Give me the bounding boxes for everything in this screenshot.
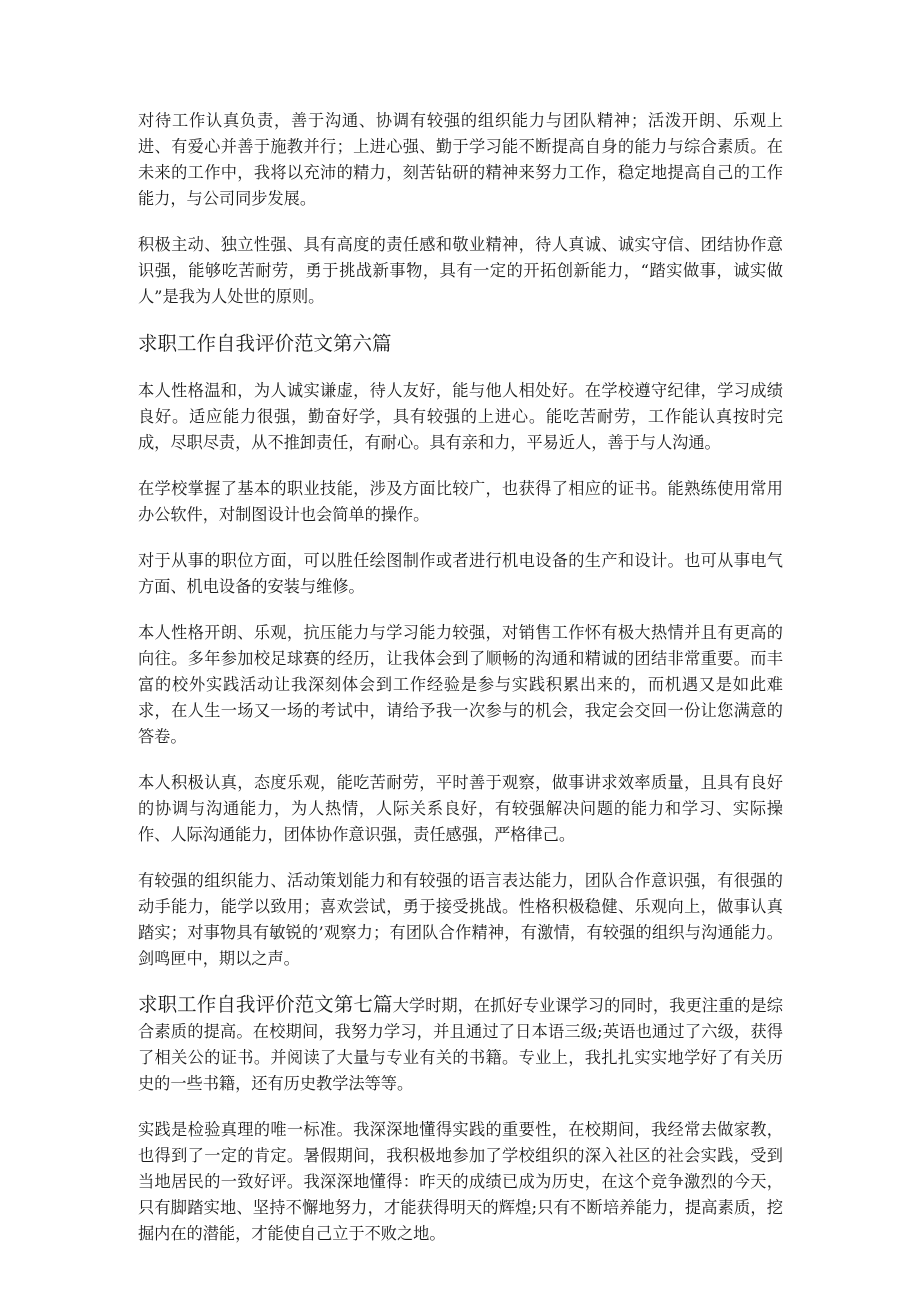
paragraph: 对于从事的职位方面，可以胜任绘图制作或者进行机电设备的生产和设计。也可从事电气方面、机电设备的安装与维修。 (138, 551, 783, 596)
paragraph: 积极主动、独立性强、具有高度的责任感和敬业精神，待人真诚、诚实守信、团结协作意识强，能够吃苦耐劳，勇于挑战新事物，具有一定的开拓创新能力，“踏实做事，诚实做人”是我为人处世的原则。 (138, 235, 783, 306)
paragraph-text: 大学时期，在抓好专业课学习的同时，我更注重的是综合素质的提高。在校期间，我努力学习，并且通过了日本语三级;英语也通过了六级，获得了相关公的证书。并阅读了大量与专业有关的书籍。专业上，我扎扎实实地学好了有关历史的一些书籍，还有历史教学法等等。 (138, 996, 783, 1093)
paragraph-with-heading (138, 992, 783, 1097)
document-page (138, 108, 783, 1267)
section-heading-6: 求职工作自我评价范文第六篇 (138, 332, 392, 355)
paragraph: 对待工作认真负责，善于沟通、协调有较强的组织能力与团队精神；活泼开朗、乐观上进、有爱心并善于施教并行；上进心强、勤于学习能不断提高自身的能力与综合素质。在未来的工作中，我将以充沛的精力，刻苦钻研的精神来努力工作，稳定地提高自己的工作能力，与公司同步发展。 (138, 111, 783, 208)
paragraph: 实践是检验真理的唯一标准。我深深地懂得实践的重要性，在校期间，我经常去做家教，也得到了一定的肯定。暑假期间，我积极地参加了学校组织的深入社区的社会实践，受到当地居民的一致好评。我深深地懂得：昨天的成绩已成为历史，在这个竞争激烈的今天，只有脚踏实地、坚持不懈地努力，才能获得明天的辉煌;只有不断培养能力，提高素质，挖掘内在的潜能，才能使自己立于不败之地。 (138, 1120, 783, 1243)
paragraph: 在学校掌握了基本的职业技能，涉及方面比较广，也获得了相应的证书。能熟练使用常用办公软件，对制图设计也会简单的操作。 (138, 479, 783, 524)
paragraph: 本人性格温和，为人诚实谦虚，待人友好，能与他人相处好。在学校遵守纪律，学习成绩良好。适应能力很强，勤奋好学，具有较强的上进心。能吃苦耐劳，工作能认真按时完成，尽职尽责，从不推卸责任，有耐心。具有亲和力，平易近人，善于与人沟通。 (138, 381, 783, 452)
paragraph: 本人性格开朗、乐观，抗压能力与学习能力较强，对销售工作怀有极大热情并且有更高的向往。多年参加校足球赛的经历，让我体会到了顺畅的沟通和精诚的团结非常重要。而丰富的校外实践活动让我深刻体会到工作经验是参与实践积累出来的，而机遇又是如此难求，在人生一场又一场的考试中，请给予我一次参与的机会，我定会交回一份让您满意的答卷。 (138, 623, 783, 746)
paragraph: 有较强的组织能力、活动策划能力和有较强的语言表达能力，团队合作意识强，有很强的动手能力，能学以致用；喜欢尝试，勇于接受挑战。性格积极稳健、乐观向上，做事认真踏实；对事物具有敏锐的’观察力；有团队合作精神，有激情，有较强的组织与沟通能力。剑鸣匣中，期以之声。 (138, 871, 783, 968)
paragraph: 本人积极认真，态度乐观，能吃苦耐劳，平时善于观察，做事讲求效率质量，且具有良好的协调与沟通能力，为人热情，人际关系良好，有较强解决问题的能力和学习、实际操作、人际沟通能力，团体协作意识强，责任感强，严格律己。 (138, 773, 783, 844)
section-heading-7: 求职工作自我评价范文第七篇 (138, 993, 393, 1016)
